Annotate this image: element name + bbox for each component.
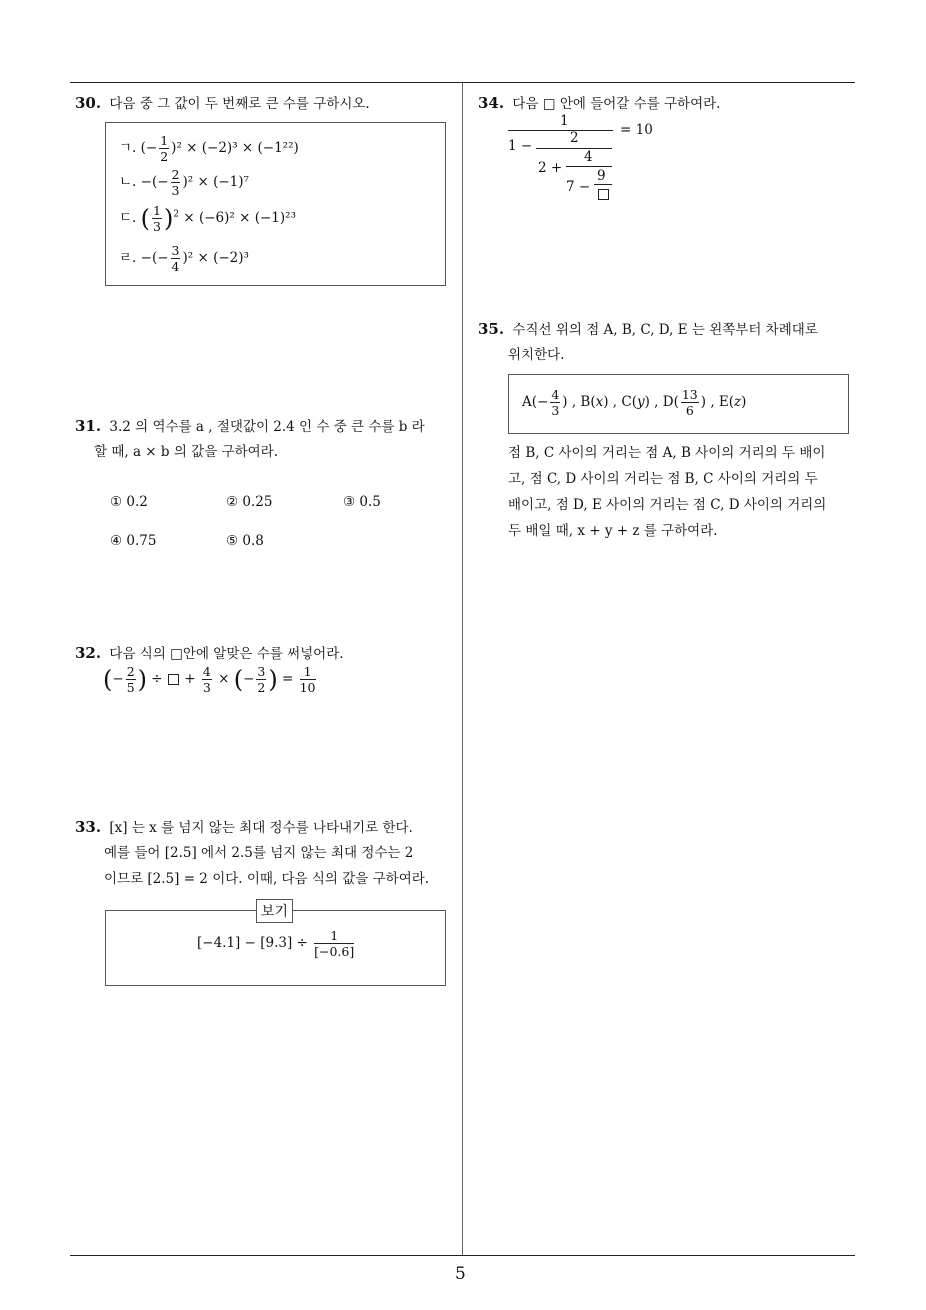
question-33-expression: [−4.1] − [9.3] ÷ $\frac{1}{[-0.6]}$	[197, 928, 355, 959]
option-d: ㄹ. −(− $\frac{3}{4}$ )² × (−2)³	[119, 243, 249, 274]
question-35-number: 35.	[478, 320, 505, 338]
question-31-line1: 3.2 의 역수를 a , 절댓값이 2.4 인 수 중 큰 수를 b 라	[109, 419, 425, 435]
question-35-line1: 수직선 위의 점 A, B, C, D, E 는 왼쪽부터 차례대로	[512, 322, 818, 338]
bottom-rule	[70, 1255, 855, 1256]
question-33-line1: [x] 는 x 를 넘지 않는 최대 정수를 나타내기로 한다.	[109, 820, 413, 836]
question-33	[75, 814, 413, 841]
question-30	[75, 90, 370, 117]
choice-5[interactable]: ⑤ 0.8	[226, 533, 264, 549]
question-35	[478, 316, 818, 343]
blank-box-34	[598, 189, 609, 200]
question-34-continued-fraction: 1 1 − 2 2 + 4 7 − 9 = 10	[508, 113, 668, 208]
question-30-text: 다음 중 그 값이 두 번째로 큰 수를 구하시오.	[109, 96, 370, 112]
column-divider	[462, 83, 463, 1255]
choice-1[interactable]: ① 0.2	[110, 494, 148, 510]
page-number: 5	[455, 1264, 466, 1284]
question-34-rhs: = 10	[620, 122, 653, 138]
option-b: ㄴ. −(− $\frac{2}{3}$ )² × (−1)⁷	[119, 167, 249, 198]
question-32-equation: (− $\frac{2}{5}$ ) ÷ + $\frac{4}{3}$ × (− $\frac{3}{2}$ ) = $\frac{1}{10}$	[103, 664, 316, 695]
choice-4[interactable]: ④ 0.75	[110, 533, 157, 549]
option-a: ㄱ. (− $\frac{1}{2}$ )² × (−2)³ × (−1²²)	[119, 133, 299, 164]
blank-box	[168, 674, 179, 685]
choice-3[interactable]: ③ 0.5	[343, 494, 381, 510]
question-32-text: 다음 식의 □안에 알맞은 수를 써넣어라.	[109, 646, 344, 662]
example-box-label: 보기	[256, 899, 293, 923]
question-32-number: 32.	[75, 644, 102, 662]
question-35-body-1: 점 B, C 사이의 거리는 점 A, B 사이의 거리의 두 배이	[508, 445, 826, 461]
question-35-line2: 위치한다.	[508, 347, 565, 363]
question-34-text: 다음 □ 안에 들어갈 수를 구하여라.	[512, 96, 721, 112]
question-30-number: 30.	[75, 94, 102, 112]
option-c: ㄷ. ( $\frac{1}{3}$ )$^2$ × (−6)² × (−1)²³	[119, 203, 296, 234]
question-33-number: 33.	[75, 818, 102, 836]
question-35-points-box	[508, 374, 849, 434]
question-33-line3: 이므로 [2.5] = 2 이다. 이때, 다음 식의 값을 구하여라.	[104, 871, 430, 887]
question-35-body-3: 배이고, 점 D, E 사이의 거리는 점 C, D 사이의 거리의	[508, 497, 827, 513]
points-expression: A(− $\frac{4}{3}$ ) , B(x) , C(y) , D( $\frac{13}{6}$ ) , E(z)	[522, 387, 747, 418]
question-30-options-box	[105, 122, 446, 286]
question-31-line2: 할 때, a × b 의 값을 구하여라.	[94, 444, 278, 460]
question-35-body-4: 두 배일 때, x + y + z 를 구하여라.	[508, 523, 718, 539]
question-34-number: 34.	[478, 94, 505, 112]
question-31	[75, 413, 425, 440]
question-32	[75, 640, 344, 667]
question-35-body-2: 고, 점 C, D 사이의 거리는 점 B, C 사이의 거리의 두	[508, 471, 818, 487]
choice-2[interactable]: ② 0.25	[226, 494, 273, 510]
question-33-line2: 예를 들어 [2.5] 에서 2.5를 넘지 않는 최대 정수는 2	[104, 845, 414, 861]
question-31-number: 31.	[75, 417, 102, 435]
